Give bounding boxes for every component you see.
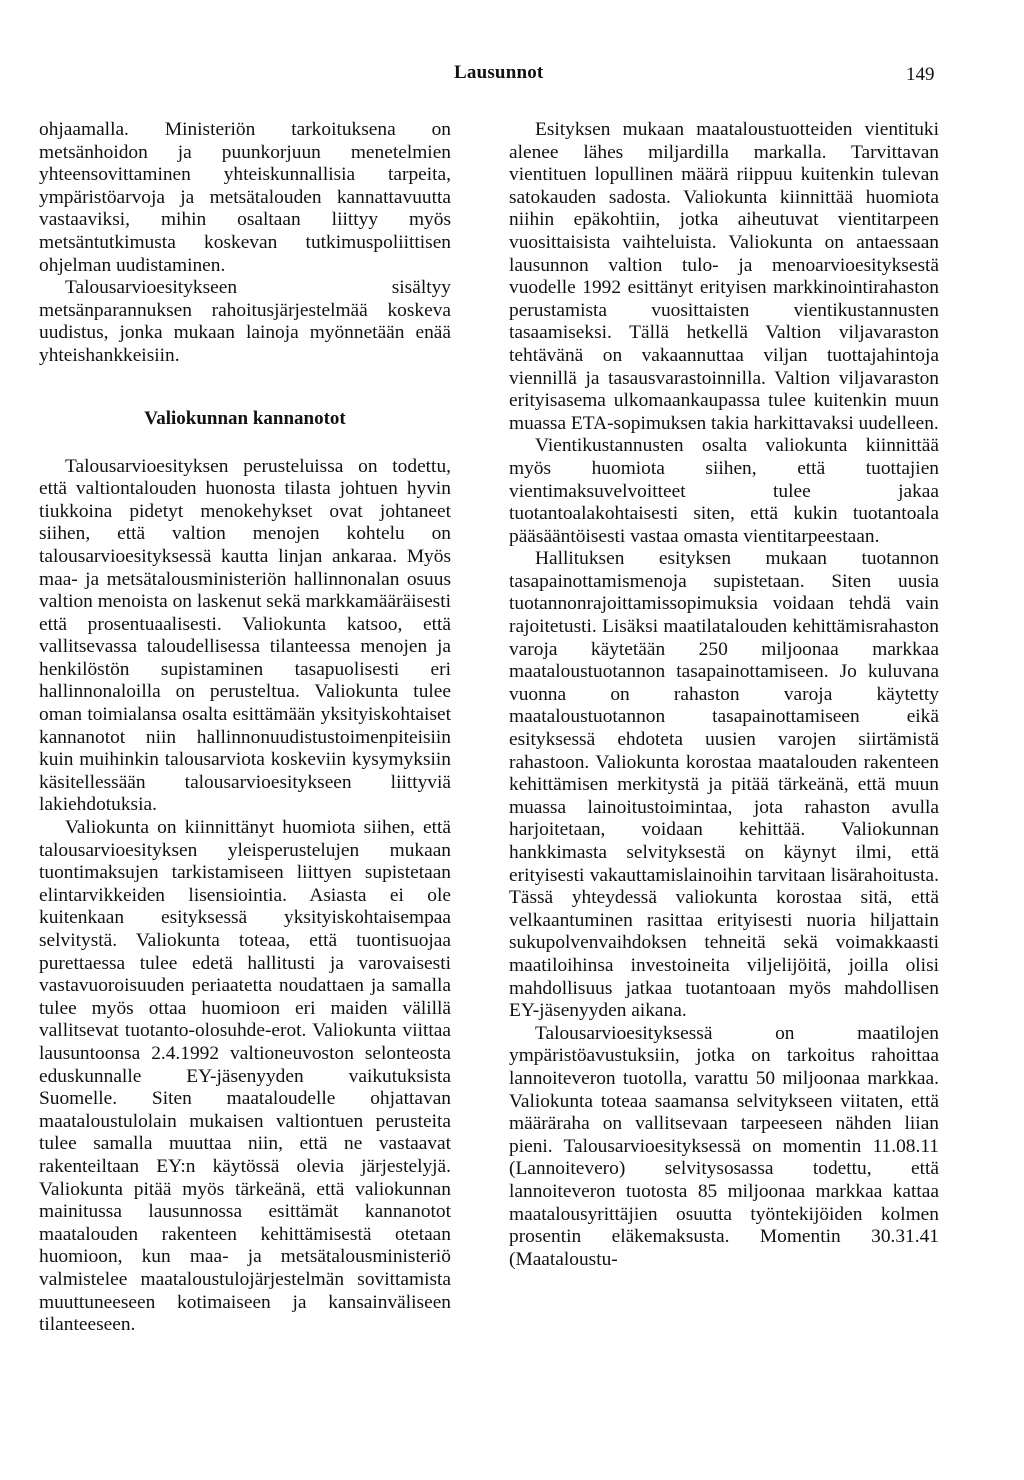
page-number: 149: [906, 64, 935, 85]
left-paragraph-2: Talousarvioesitykseen sisältyy metsänparannuksen rahoitusjärjestelmää koskeva uudistus, jonka mukaan lainoja myönnetään enää yhteishankkeisiin.: [39, 277, 451, 366]
right-paragraph-3: Hallituksen esityksen mukaan tuotannon tasapainottamismenoja supistetaan. Siten uusia tuotannonrajoittamissopimuksia voidaan tehdä vain rajoitetusti. Lisäksi maatilatalouden kehittämisrahaston varoja käytetään 250 miljoonaa markkaa maataloustuotannon tasapainottamiseen. Jo kuluvana vuonna on rahaston varoja käytetty maataloustuotannon tasapainottamiseen eikä esityksessä ehdoteta uusien varojen siirtämistä rahastoon. Valiokunta korostaa maatalouden rakenteen kehittämisen merkitystä ja pitää tärkeänä, että muun muassa lainoitustoimintaa, jota rahaston avulla harjoitetaan, voidaan kehittää. Valiokunnan hankkimasta selvityksestä on käynyt ilmi, että erityisesti vakauttamislainoihin tarvitaan lisärahoitusta. Tässä yhteydessä valiokunta korostaa sitä, että velkaantuminen rasittaa erityisesti nuoria hiljattain sukupolvenvaihdoksen tehneitä sekä voimakkaasti maatiloihinsa investoineita viljelijöitä, joilla olisi mahdollisuus jatkaa tuotantoaan myös mahdollisen EY-jäsenyyden aikana.: [509, 548, 939, 1022]
right-paragraph-2: Vientikustannusten osalta valiokunta kiinnittää myös huomiota siihen, että tuottajien vientimaksuvelvoitteet tulee jakaa tuotantoalakohtaisesti siten, että kukin tuotantoala pääsääntöisesti vastaa omasta vientitarpeestaan.: [509, 435, 939, 547]
section-heading: Valiokunnan kannanotot: [144, 407, 346, 429]
right-paragraph-1: Esityksen mukaan maataloustuotteiden vientituki alenee lähes miljardilla markalla. Tarvittavan vientituen lopullinen määrä riippuu kuitenkin tulevan satokauden sadosta. Valiokunta kiinnittää huomiota niihin epäkohtiin, jotka aiheutuvat vientitarpeen vuosittaisista vaihteluista. Valiokunta on antaessaan lausunnon valtion tulo- ja menoarvioesityksestä vuodelle 1992 esittänyt erityisen markkinointirahaston perustamista vuosittaisten vientikustannusten tasaamiseksi. Tällä hetkellä Valtion viljavaraston tehtävänä on vakaannuttaa viljan tuottajahintoja viennillä ja tasausvarastoinnilla. Valtion viljavaraston erityisasema ulkomaankaupassa tulee kuitenkin muun muassa ETA-sopimuksen takia harkittavaksi uudelleen.: [509, 119, 939, 434]
running-header: [0, 62, 1024, 92]
right-column: [509, 119, 939, 1271]
left-paragraph-1: ohjaamalla. Ministeriön tarkoituksena on metsänhoidon ja puunkorjuun menetelmien yhteensovittaminen yhteiskunnallisia tarpeita, ympäristöarvoja ja metsätalouden kannattavuutta vastaaviksi, mihin osaltaan liittyy myös metsäntutkimusta koskevan tutkimuspoliittisen ohjelman uudistaminen.: [39, 119, 451, 276]
left-paragraph-4: Valiokunta on kiinnittänyt huomiota siihen, että talousarvioesityksen yleisperustelujen mukaan tuontimaksujen tarkistamiseen liittyen supistetaan elintarvikkeiden lisensiointia. Asiasta ei ole kuitenkaan esityksessä yksityiskohtaisempaa selvitystä. Valiokunta toteaa, että tuontisuojaa purettaessa tulee edetä hallitusti ja varovaisesti vastavuoroisuuden periaatetta noudattaen ja samalla tulee myös ottaa huomioon eri maiden välillä vallitsevat tuotanto-olosuhde-erot. Valiokunta viittaa lausuntoonsa 2.4.1992 valtioneuvoston selonteosta eduskunnalle EY-jäsenyyden vaikutuksista Suomelle. Siten maataloudelle ohjattavan maataloustulolain mukaisen valtiontuen perusteita tulee samalla muuttaa niin, että ne vastaavat rakenteiltaan EY:n käytössä olevia järjestelyjä. Valiokunta pitää myös tärkeänä, että valiokunnan mainitussa lausunnossa esittämät kannanotot maatalouden rakenteen kehittämisestä otetaan huomioon, kun maa- ja metsätalousministeriö valmistelee maataloustulojärjestelmän sovittamista muuttuneeseen kotimaiseen ja kansainväliseen tilanteeseen.: [39, 817, 451, 1336]
right-paragraph-4: Talousarvioesityksessä on maatilojen ympäristöavustuksiin, jotka on tarkoitus rahoittaa lannoiteveron tuotolla, varattu 50 miljoonaa markkaa. Valiokunta toteaa saamansa selvitykseen viitaten, että määräraha on vallitsevaan tarpeeseen nähden liian pieni. Talousarvioesityksessä on momentin 11.08.11 (Lannoitevero) selvitysosassa todettu, että lannoiteveron tuotosta 85 miljoonaa markkaa kattaa maatalousyrittäjien osuutta työntekijöiden kolmen prosentin eläkemaksusta. Momentin 30.31.41 (Maataloustu-: [509, 1022, 939, 1270]
running-title: Lausunnot: [454, 62, 544, 83]
left-column: [39, 119, 451, 1337]
left-paragraph-3: Talousarvioesityksen perusteluissa on todettu, että valtiontalouden huonosta tilasta johtuen hyvin tiukkoina pidetyt menokehykset ovat johtaneet siihen, että valtion menojen kohtelu on talousarvioesityksessä kautta linjan ankaraa. Myös maa- ja metsätalousministeriön hallinnonalan osuus valtion menoista on laskenut sekä markkamääräisesti että prosentuaalisesti. Valiokunta katsoo, että vallitsevassa taloudellisessa tilanteessa menojen ja henkilöstön supistaminen tasapuolisesti eri hallinnonaloilla on perusteltua. Valiokunta tulee oman toimialansa osalta esittämään yksityiskohtaiset kannanotot niin hallinnonuudistustoimenpiteisiin kuin muihinkin talousarviota koskeviin kysymyksiin käsitellessään talousarvioesitykseen liittyviä lakiehdotuksia.: [39, 455, 451, 816]
